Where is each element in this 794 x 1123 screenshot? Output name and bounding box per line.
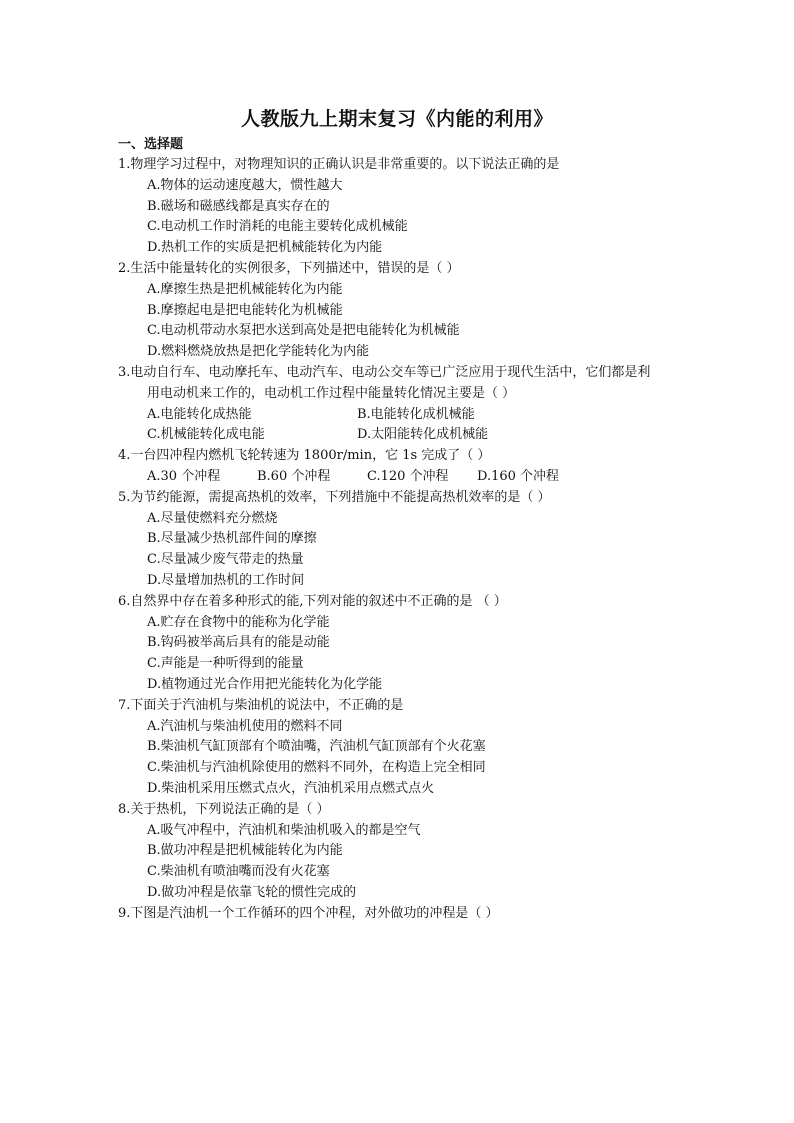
option-a: A.贮存在食物中的能称为化学能 <box>147 614 330 630</box>
option-d: D.植物通过光合作用把光能转化为化学能 <box>147 676 383 692</box>
question-stem-line-2: 用电动机来工作的，电动机工作过程中能量转化情况主要是（ ） <box>147 385 516 401</box>
question-stem: 7.下面关于汽油机与柴油机的说法中，不正确的是 <box>118 697 404 713</box>
option-c: C.120 个冲程 <box>367 468 449 484</box>
option-a: A.物体的运动速度越大，惯性越大 <box>147 177 343 193</box>
question-5 <box>118 488 718 592</box>
question-stem: 9.下图是汽油机一个工作循环的四个冲程，对外做功的冲程是（ ） <box>118 905 499 921</box>
option-d: D.热机工作的实质是把机械能转化为内能 <box>147 240 383 256</box>
option-a: A.吸气冲程中，汽油机和柴油机吸入的都是空气 <box>147 822 421 838</box>
option-c: C.机械能转化成电能 <box>147 427 265 443</box>
question-stem: 8.关于热机，下列说法正确的是（ ） <box>118 801 330 817</box>
option-a: A.30 个冲程 <box>147 468 221 484</box>
option-d: D.做功冲程是依靠飞轮的惯性完成的 <box>147 884 357 900</box>
question-stem: 6.自然界中存在着多种形式的能,下列对能的叙述中不正确的是 （ ） <box>118 593 507 609</box>
question-stem: 5.为节约能源，需提高热机的效率，下列措施中不能提高热机效率的是（ ） <box>118 489 551 505</box>
option-d: D.太阳能转化成机械能 <box>357 427 489 443</box>
option-c: C.柴油机与汽油机除使用的燃料不同外，在构造上完全相同 <box>147 760 486 776</box>
option-b: B.做功冲程是把机械能转化为内能 <box>147 843 343 859</box>
question-1 <box>118 155 718 259</box>
option-b: B.摩擦起电是把电能转化为机械能 <box>147 302 343 318</box>
option-row <box>118 425 718 446</box>
question-stem-line-1: 3.电动自行车、电动摩托车、电动汽车、电动公交车等已广泛应用于现代生活中，它们都是利 <box>118 364 651 380</box>
question-6 <box>118 592 718 696</box>
option-row <box>118 467 718 488</box>
question-stem: 2.生活中能量转化的实例很多，下列描述中，错误的是（ ） <box>118 260 460 276</box>
option-c: C.尽量减少废气带走的热量 <box>147 552 304 568</box>
option-b: B.60 个冲程 <box>257 468 331 484</box>
option-a: A.尽量使燃料充分燃烧 <box>147 510 278 526</box>
option-b: B.柴油机气缸顶部有个喷油嘴，汽油机气缸顶部有个火花塞 <box>147 739 486 755</box>
option-row <box>118 405 718 426</box>
question-stem: 1.物理学习过程中，对物理知识的正确认识是非常重要的。以下说法正确的是 <box>118 157 560 172</box>
option-a: A.汽油机与柴油机使用的燃料不同 <box>147 718 343 734</box>
option-b: B.尽量减少热机部件间的摩擦 <box>147 531 317 547</box>
question-9 <box>118 904 718 925</box>
option-c: C.柴油机有喷油嘴而没有火花塞 <box>147 864 330 880</box>
option-b: B.钩码被举高后具有的能是动能 <box>147 635 330 651</box>
question-7 <box>118 696 718 800</box>
option-a: A.电能转化成热能 <box>147 406 252 422</box>
option-c: C.电动机工作时消耗的电能主要转化成机械能 <box>147 219 408 235</box>
question-stem: 4.一台四冲程内燃机飞轮转速为 1800r/min，它 1s 完成了（ ） <box>118 448 491 464</box>
option-b: B.磁场和磁感线都是真实存在的 <box>147 198 330 214</box>
question-8 <box>118 800 718 904</box>
option-d: D.尽量增加热机的工作时间 <box>147 572 305 588</box>
option-a: A.摩擦生热是把机械能转化为内能 <box>147 281 343 297</box>
question-2 <box>118 259 718 363</box>
document-title: 人教版九上期末复习《内能的利用》 <box>240 108 553 130</box>
option-d: D.160 个冲程 <box>477 468 560 484</box>
option-c: C.声能是一种听得到的能量 <box>147 656 304 672</box>
question-4 <box>118 446 718 488</box>
section-heading: 一、选择题 <box>118 137 184 152</box>
option-d: D.燃料燃烧放热是把化学能转化为内能 <box>147 344 370 360</box>
option-d: D.柴油机采用压燃式点火，汽油机采用点燃式点火 <box>147 780 435 796</box>
option-c: C.电动机带动水泵把水送到高处是把电能转化为机械能 <box>147 323 460 339</box>
question-3 <box>118 363 718 446</box>
document-content <box>118 135 718 924</box>
option-b: B.电能转化成机械能 <box>357 406 475 422</box>
